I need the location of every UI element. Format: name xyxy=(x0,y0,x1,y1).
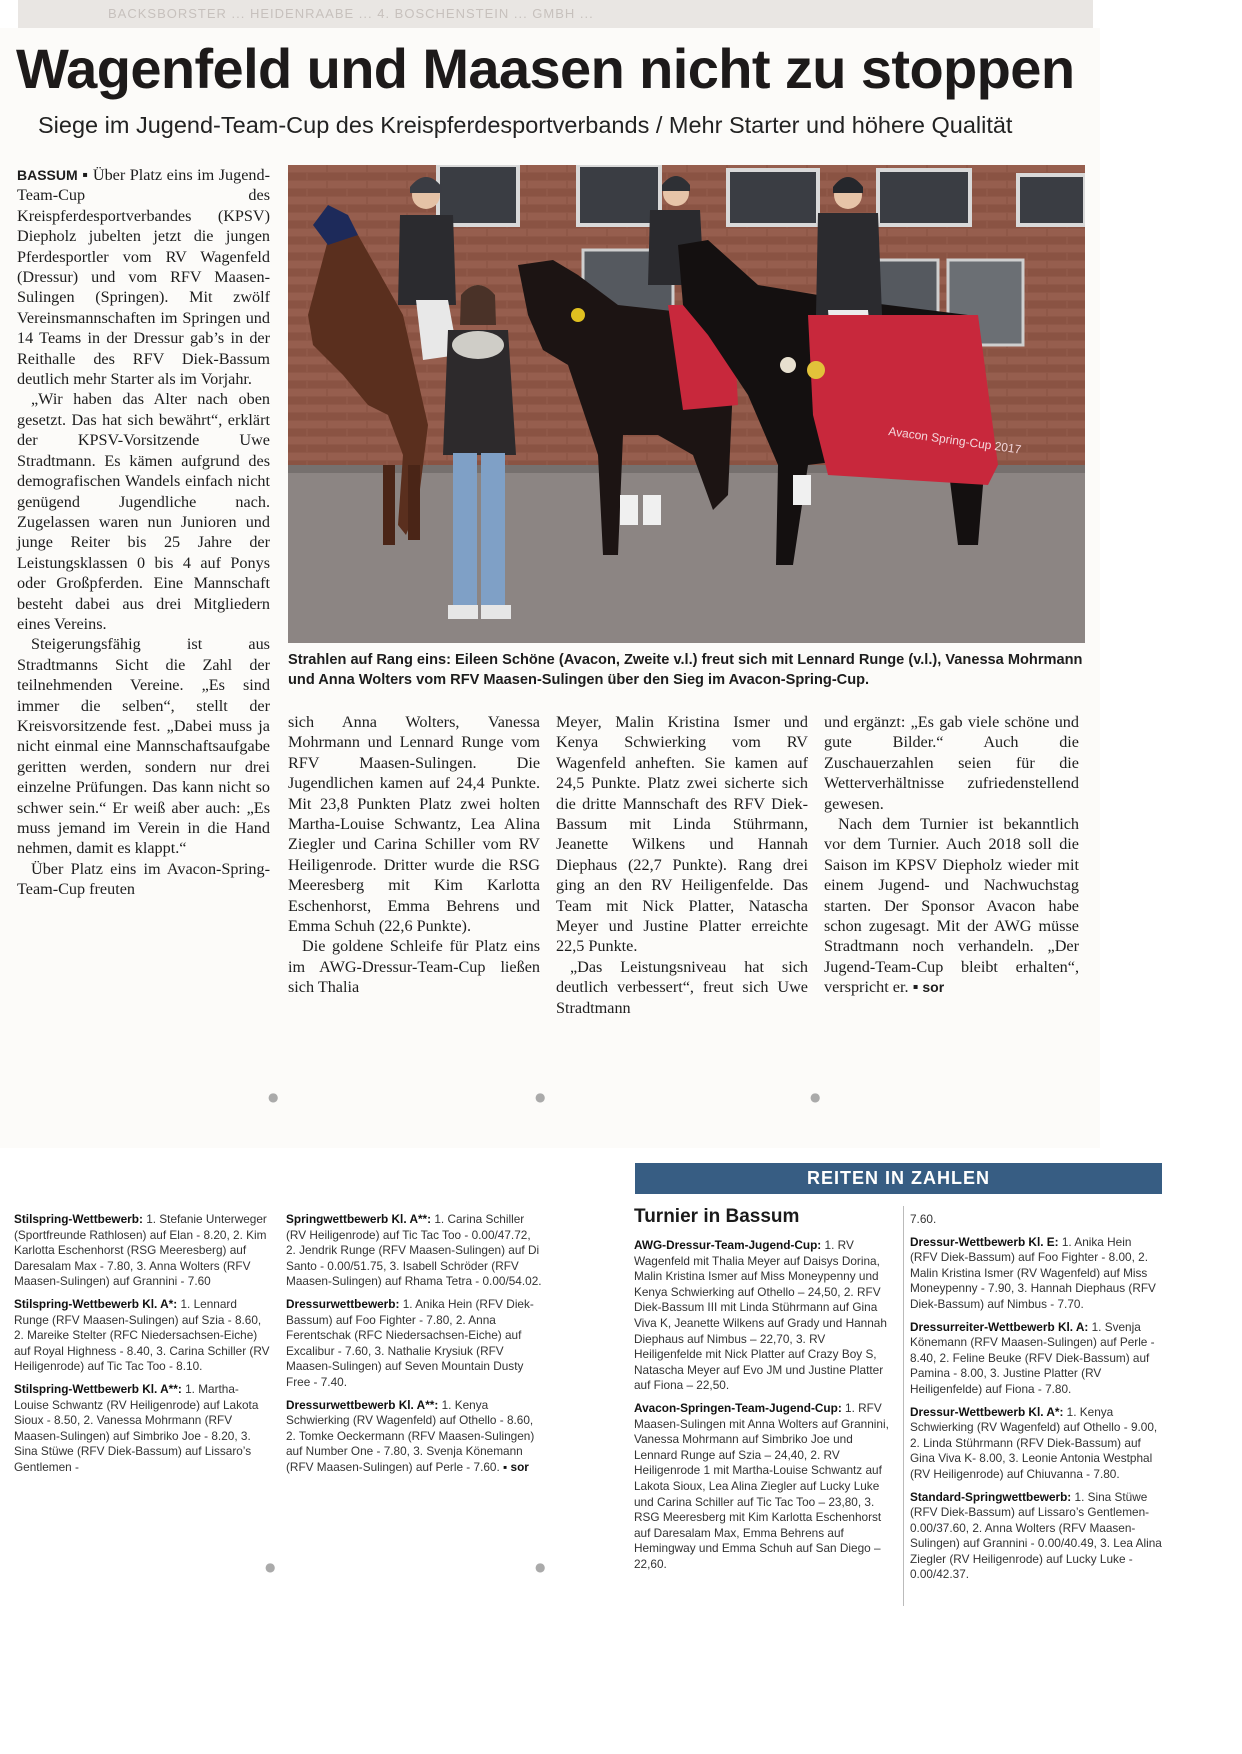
news-photo xyxy=(288,165,1085,643)
clipping-top-edge: BACKSBORSTER ... HEIDENRAABE ... 4. BOSCHENSTEIN ... GMBH ... xyxy=(18,0,1093,28)
results-column-1 xyxy=(14,1212,270,1483)
article-paragraph: und ergänzt: „Es gab viele schöne und gute Bilder.“ Auch die Zuschauerzahlen seien für die Wetterverhältnisse zufriedenstellend gewesen. xyxy=(824,713,1079,813)
article-paragraph: Nach dem Turnier ist bekanntlich vor dem Turnier. Auch 2018 soll die Saison im KPSV Diepholz wieder mit einem Jugend- und Nachwuchstag starten. Der Sponsor Avacon habe schon zugesagt. Mit der AWG müsse Stradtmann noch verhandeln. „Der Jugend-Team-Cup bleibt erhalten“, verspricht er. ▪ sor xyxy=(824,815,1079,997)
scan-dot: ● xyxy=(268,1090,279,1104)
zahlen-column-2 xyxy=(910,1212,1162,1590)
column-divider xyxy=(903,1206,904,1606)
result-block: Stilspring-Wettbewerb: 1. Stefanie Unterweger (Sportfreunde Rathlosen) auf Elan - 8.20, 2. Kim Karlotta Eschenhorst (RSG Meeresberg) auf Daresalam Max - 7.80, 3. Anna Wolters (RFV Maasen-Sulingen) auf Grannini - 7.60 xyxy=(14,1212,267,1289)
article-column-2 xyxy=(288,712,540,998)
scan-dot: ● xyxy=(810,1090,821,1104)
article-paragraph: BASSUM ▪ Über Platz eins im Jugend-Team-Cup des Kreispferdesportverbandes (KPSV) Diepholz jubelten jetzt die jungen Pferdesportler vom RV Wagenfeld (Dressur) und vom RFV Maasen-Sulingen (Springen). Mit zwölf Vereinsmannschaften im Springen und 14 Teams in der Dressur gab’s in der Reithalle des RFV Diek-Bassum deutlich mehr Starter als im Vorjahr. xyxy=(17,166,271,389)
article-paragraph: Steigerungsfähig ist aus Stradtmanns Sicht die Zahl der teilnehmenden Vereine. „Es sind immer die selben“, stellt der Kreisvorsitzende fest. „Dabei muss ja nicht einmal eine Mannschaftsaufgabe geritten werden, sondern nur drei einzelne Prüfungen. Das kann nicht so schwer sein.“ Er weiß aber auch: „Es muss jemand im Verein in die Hand nehmen, damit es klappt.“ xyxy=(17,635,270,858)
result-block: Dressurreiter-Wettbewerb Kl. A: 1. Svenja Könemann (RFV Maasen-Sulingen) auf Perle - 8.40, 2. Feline Beuke (RFV Diek-Bassum) auf Pamina - 8.00, 3. Justine Platter (RV Heiligenfelde) auf Fiona - 7.80. xyxy=(910,1319,1155,1396)
result-block: AWG-Dressur-Team-Jugend-Cup: 1. RV Wagenfeld mit Thalia Meyer auf Daisys Dorina, Malin Kristina Ismer auf Miss Moneypenny und Kenya Schwierking auf Othello – 24,50, 2. RFV Diek-Bassum III mit Linda Stührmann auf Gina Viva K, Jeanette Wilkens auf Grady und Hannah Diephaus auf Nimbus – 22,70, 3. RV Heiligenfelde mit Nick Platter auf Crazy Boy S, Natascha Meyer auf Evo JM und Justine Platter auf Fiona – 22,50. xyxy=(634,1238,887,1393)
section-heading: Turnier in Bassum xyxy=(634,1206,800,1227)
article-paragraph: Über Platz eins im Avacon-Spring-Team-Cup freuten xyxy=(17,859,270,899)
scan-dot: ● xyxy=(265,1560,276,1574)
reiten-in-zahlen-header: REITEN IN ZAHLEN xyxy=(635,1163,1162,1194)
result-block: Dressurwettbewerb Kl. A**: 1. Kenya Schwierking (RV Wagenfeld) auf Othello - 8.60, 2. Tomke Oeckermann (RFV Maasen-Sulingen) auf Number One - 7.80, 3. Svenja Könemann (RFV Maasen-Sulingen) auf Perle - 7.60. ▪ sor xyxy=(286,1397,535,1474)
zahlen-column-1 xyxy=(634,1238,896,1579)
result-block: Dressur-Wettbewerb Kl. E: 1. Anika Hein (RFV Diek-Bassum) auf Foo Fighter - 8.00, 2. Malin Kristina Ismer (RV Wagenfeld) auf Miss Moneypenny - 7.90, 3. Hannah Diephaus (RFV Diek-Bassum) auf Nimbus - 7.70. xyxy=(910,1234,1156,1311)
photo-riders-horses xyxy=(288,165,1085,643)
result-block: Dressur-Wettbewerb Kl. A*: 1. Kenya Schwierking (RV Wagenfeld) auf Othello - 9.00, 2. Linda Stührmann (RFV Diek-Bassum) auf Gina Viva K- 8.00, 3. Leonie Antonia Westphal (RV Heiligenrode) auf Chiuvanna - 7.80. xyxy=(910,1404,1158,1481)
article-column-1 xyxy=(17,165,270,1100)
article-paragraph: Meyer, Malin Kristina Ismer und Kenya Schwierking vom RV Wagenfeld anheften. Sie kamen auf 24,5 Punkte. Platz zwei sicherte sich die dritte Mannschaft des RFV Diek-Bassum mit Linda Stührmann, Jeanette Wilkens und Hannah Diephaus (22,7 Punkte). Rang drei ging an den RV Heiligenfelde. Das Team mit Nick Platter, Natascha Meyer und Justine Platter erreichte 22,5 Punkte. xyxy=(556,713,808,956)
photo-caption: Strahlen auf Rang eins: Eileen Schöne (Avacon, Zweite v.l.) freut sich mit Lennard Runge (v.l.), Vanessa Mohrmann und Anna Wolters vom RFV Maasen-Sulingen über den Sieg im Avacon-Spring-Cup. xyxy=(288,652,1083,688)
scan-dot: ● xyxy=(535,1090,546,1104)
result-block: Dressurwettbewerb: 1. Anika Hein (RFV Diek-Bassum) auf Foo Fighter - 7.80, 2. Anna Ferentschak (RFC Niedersachsen-Eiche) auf Excalibur - 7.60, 3. Nathalie Krysiuk (RFV Maasen-Sulingen) auf Seven Mountain Dusty Free - 7.40. xyxy=(286,1296,534,1389)
article-column-4 xyxy=(824,712,1079,998)
result-block: Stilspring-Wettbewerb Kl. A**: 1. Martha-Louise Schwantz (RV Heiligenrode) auf Lakota Sioux - 8.50, 2. Vanessa Mohrmann (RFV Maasen-Sulingen) auf Simbriko Joe - 8.20, 3. Sina Stüwe (RFV Diek-Bassum) auf Lissaro’s Gentlemen - xyxy=(14,1381,259,1474)
article-paragraph: sich Anna Wolters, Vanessa Mohrmann und Lennard Runge vom RFV Maasen-Sulingen. Die Jugendlichen kamen auf 24,4 Punkte. Mit 23,8 Punkten Platz zwei holten Martha-Louise Schwantz, Lea Alina Ziegler und Carina Schiller vom RV Heiligenrode. Dritter wurde die RSG Meeresberg mit Kim Karlotta Eschenhorst, Emma Behrens und Emma Schuh (22,6 Punkte). xyxy=(288,713,540,936)
headline: Wagenfeld und Maasen nicht zu stoppen xyxy=(16,37,1075,100)
scan-dot: ● xyxy=(535,1560,546,1574)
article-paragraph: „Das Leistungsniveau hat sich deutlich verbessert“, freut sich Uwe Stradtmann xyxy=(556,957,808,1017)
article-column-3 xyxy=(556,712,808,1018)
result-block: Avacon-Springen-Team-Jugend-Cup: 1. RFV Maasen-Sulingen mit Anna Wolters auf Grannini, Vanessa Mohrmann auf Simbriko Joe und Lennard Runge auf Szia – 24,40, 2. RV Heiligenrode 1 mit Martha-Louise Schwantz auf Lakota Sioux, Lea Alina Ziegler auf Lucky Luke und Carina Schiller auf Tic Tac Too – 23,80, 3. RSG Meeresberg mit Kim Karlotta Eschenhorst auf Daresalam Max, Emma Behrens auf Hemingway und Emma Schuh auf San Diego – 22,60. xyxy=(634,1400,889,1571)
blanket-text: Avacon Spring-Cup 2017 xyxy=(887,424,1023,457)
result-block: Stilspring-Wettbewerb Kl. A*: 1. Lennard Runge (RFV Maasen-Sulingen) auf Szia - 8.60, 2. Mareike Stelter (RFC Niedersachsen-Eiche) auf Royal Highness - 8.40, 3. Carina Schiller (RV Heiligenrode) auf Tic Tac Too - 8.10. xyxy=(14,1296,270,1374)
result-block: Standard-Springwettbewerb: 1. Sina Stüwe (RFV Diek-Bassum) auf Lissaro’s Gentlemen- 0.00/37.60, 2. Anna Wolters (RFV Maasen-Sulingen) auf Grannini - 0.00/40.49, 3. Lea Alina Ziegler (RV Heiligenrode) auf Lucky Luke - 0.00/42.37. xyxy=(910,1489,1162,1582)
subheadline: Siege im Jugend-Team-Cup des Kreispferdesportverbands / Mehr Starter und höhere Qualität xyxy=(38,112,1013,138)
article-paragraph: „Wir haben das Alter nach oben gesetzt. Das hat sich bewährt“, erklärt der KPSV-Vorsitzende Uwe Stradtmann. Es kämen aufgrund des demografischen Wandels einfach nicht genügend Jugendliche nach. Zugelassen waren nun Junioren und junge Reiter bis 25 Jahre der Leistungsklassen 0 bis 4 auf Ponys oder Großpferden. Eine Mannschaft besteht dabei aus drei Mitgliedern eines Vereins. xyxy=(17,390,270,633)
results-column-2 xyxy=(286,1212,542,1483)
result-continued: 7.60. xyxy=(910,1212,937,1226)
result-block: Springwettbewerb Kl. A**: 1. Carina Schiller (RV Heiligenrode) auf Tic Tac Too - 0.00/47.72, 2. Jendrik Runge (RFV Maasen-Sulingen) auf Di Santo - 0.00/51.75, 3. Isabell Schröder (RFV Maasen-Sulingen) auf Rhama Tetra - 0.00/54.02. xyxy=(286,1212,542,1289)
article-paragraph: Die goldene Schleife für Platz eins im AWG-Dressur-Team-Cup ließen sich Thalia xyxy=(288,937,540,997)
